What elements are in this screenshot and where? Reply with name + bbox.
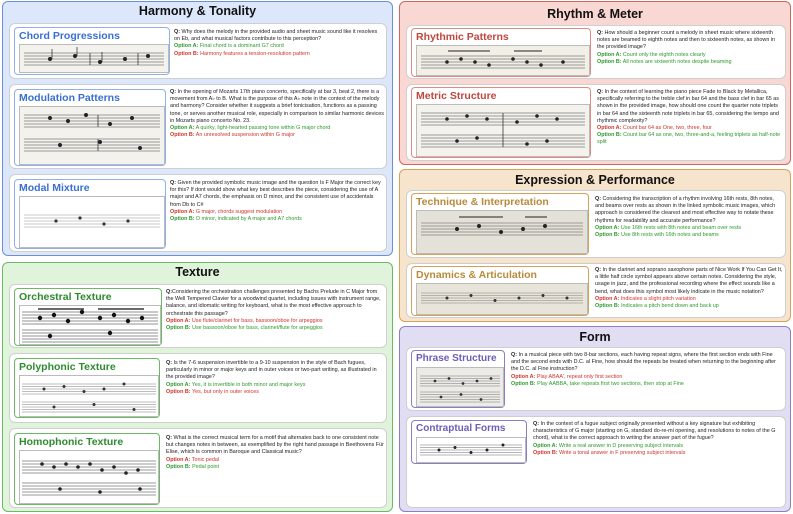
sheet-music-image: [416, 367, 504, 407]
qa-text: [166, 360, 384, 396]
option-a: Play ABAA', repeat only first section: [536, 373, 623, 380]
option-b: Indicates a pitch bend down and back up: [621, 303, 719, 310]
card-metric-structure: [406, 84, 786, 161]
option-b-label: Option B:: [166, 325, 191, 332]
sheet-music-image: [416, 45, 590, 76]
question: Is the 7-6 suspension invertible to a 9-10 suspension in the style of Bach fugues, particularly in minor or major keys and in outer voices or two-part writing, as illustrated in the provided image?: [166, 360, 377, 381]
sheet-music-image: [19, 106, 165, 165]
sheet-music-image: [19, 196, 165, 248]
option-b-label: Option B:: [511, 380, 536, 387]
qa-text: [170, 180, 384, 223]
subtitle: Orchestral Texture: [19, 291, 112, 303]
subtitle: Polyphonic Texture: [19, 361, 116, 373]
option-b-label: Option B:: [533, 449, 558, 456]
subtitle: Chord Progressions: [19, 30, 120, 42]
subtitle: Technique & Interpretation: [416, 196, 549, 208]
option-a: Yes, it is invertible in both minor and major keys: [191, 381, 306, 388]
q-label: Q:: [170, 89, 176, 95]
subcard: [411, 28, 591, 77]
question: In the context of a fugue subject originally presented without a key signature but exhibiting characteristics of G major (starting on G, standard do-re-mi opening, and resolutions to notes of the G chord), what is the correct approach to writing the answer part of the fugue?: [533, 421, 776, 442]
sheet-music-image: [19, 44, 169, 73]
subcard: [14, 179, 166, 249]
qa-text: [533, 421, 783, 457]
option-b-label: Option B:: [595, 232, 620, 239]
card-chord-progressions: [9, 23, 387, 79]
option-b: Use bassoon/oboe for bass, clarinet/flute for arpeggios: [192, 325, 323, 332]
option-b: D minor, indicated by A major and A7 chords: [196, 216, 302, 223]
q-label: Q:: [597, 30, 603, 36]
option-a-label: Option A:: [533, 442, 558, 449]
option-b: Count bar 64 as one, two, three-and-a, feeling triplets as half-note split: [597, 132, 781, 146]
option-b: All notes are sixteenth notes despite beaming: [622, 58, 732, 65]
panel-rhythm: [399, 1, 791, 165]
card-modal-mixture: [9, 174, 387, 252]
subtitle: Modulation Patterns: [19, 92, 120, 104]
option-a-label: Option A:: [597, 51, 622, 58]
option-a-label: Option A:: [166, 381, 191, 388]
q-label: Q:: [166, 360, 172, 366]
subtitle: Metric Structure: [416, 90, 497, 102]
question: Given the provided symbolic music image and the question Is F Major the correct key for this? If dont would show what key best describes the piece, considering the use of A major and A7 chords, the emphasis on D minor, and the consistent use of accidentals from Db to C#: [170, 180, 381, 208]
option-b-label: Option B:: [174, 50, 199, 57]
qa-text: [597, 30, 783, 66]
card-contraptual-forms: [406, 416, 786, 508]
option-a-label: Option A:: [511, 373, 536, 380]
subcard: [14, 433, 160, 505]
q-label: Q:: [511, 352, 517, 358]
option-a: Count only the eighth notes clearly: [622, 51, 706, 58]
card-phrase-structure: [406, 347, 786, 411]
subcard: [14, 288, 162, 346]
option-b-label: Option B:: [166, 388, 191, 395]
option-a-label: Option A:: [166, 456, 191, 463]
card-polyphonic-texture: [9, 353, 387, 423]
card-technique-interpretation: [406, 190, 786, 258]
question: Why does the melody in the provided audio and sheet music sound like it resolves on Eb, and what musical factors contribute to this perception?: [174, 29, 378, 43]
option-a: Indicates a slight pitch variation: [620, 295, 696, 302]
panel-title: Expression & Performance: [515, 173, 675, 187]
subcard: [14, 89, 166, 166]
question: In the clarinet and soprano saxophone parts of Nice Work If You Can Get It, a little half circle symbol appears above certain notes. Considering the style, usage in jazz, and the professional recording where the effect sounds like a bend, what does this symbol most likely indicate in the music notation?: [595, 267, 783, 295]
option-b-label: Option B:: [597, 132, 622, 139]
option-a-label: Option A:: [174, 43, 199, 50]
panel-form: [399, 326, 791, 512]
question: What is the correct musical term for a motif that alternates back to one consistent note but changes notes in between, as exemplified by the right hand passage in Beethovens Für Elise, which is common in Baroque and Classical music?: [166, 435, 384, 456]
sheet-music-image: [19, 450, 159, 504]
sheet-music-image: [416, 104, 590, 157]
sheet-music-image: [19, 305, 161, 345]
qa-text: [597, 89, 783, 147]
panel-title: Harmony & Tonality: [138, 4, 257, 18]
option-b: Harmony features a tension-resolution pattern: [200, 50, 310, 57]
option-b: Yes, but only in outer voices: [191, 388, 259, 395]
option-b-label: Option B:: [170, 132, 195, 139]
question: Considering the orchestration challenges presented by Bachs Prelude in C Major from the Well Tempered Clavier for a woodwind quartet, including issues with instrument range, balance, and idiomatic writing for keyboard, what is the most effective approach to orchestrate this passage?: [166, 289, 381, 317]
panel-harmony: [2, 1, 393, 256]
subcard: [411, 350, 505, 408]
subcard: [411, 87, 591, 158]
subcard: [411, 266, 589, 316]
q-label: Q:: [595, 267, 601, 273]
q-label: Q:: [597, 89, 603, 95]
qa-text: [511, 352, 783, 388]
qa-text: [166, 435, 384, 471]
option-a: Use flute/clarinet for bass, bassoon/oboe for arpeggios: [191, 317, 323, 324]
qa-text: [595, 267, 783, 310]
option-a: Count bar 64 as One, two, three, four: [622, 125, 712, 132]
subcard: [411, 420, 527, 464]
qa-text: [595, 196, 783, 239]
qa-text: [170, 89, 384, 139]
panel-expression: [399, 169, 791, 322]
card-modulation-patterns: [9, 84, 387, 169]
question: In the opening of Mozarts 17th piano concerto, specifically at bar 3, beat 2, there is a movement from A♭ to B. What is the purpose of this A♭ note in the context of the melody and harmony? Consider whether it suggests a brief tonicisation, functions as a passing tone, or serves another musical role, especially in comparison to similar harmonic devices in Mozarts piano concerto No. 23.: [170, 89, 384, 124]
qa-text: [174, 29, 384, 58]
card-orchestral-texture: [9, 284, 387, 348]
question: In a musical piece with two 8-bar sections, each having repeat signs, where the first section ends with Fine and the second ends with D.C. al Fine, how should the repeats be treated when returning to the beginning after the D.C. al Fine instruction?: [511, 352, 776, 373]
option-a: G major, chords suggest modulation: [195, 208, 283, 215]
panel-texture: [2, 262, 393, 512]
option-a: Write a real answer in D preserving subject intervals: [558, 442, 684, 449]
subtitle: Modal Mixture: [19, 182, 90, 194]
q-label: Q:: [174, 29, 180, 35]
option-b: Use 8th rests with 16th notes and beams: [621, 232, 719, 239]
panel-title: Rhythm & Meter: [547, 7, 643, 21]
subcard: [14, 27, 170, 75]
panel-title: Form: [579, 330, 611, 344]
option-b-label: Option B:: [597, 58, 622, 65]
subtitle: Dynamics & Articulation: [416, 269, 537, 281]
option-a-label: Option A:: [170, 125, 195, 132]
subtitle: Homophonic Texture: [19, 436, 124, 448]
sheet-music-image: [416, 437, 526, 463]
option-b: An unresolved suspension within G major: [195, 132, 295, 139]
subtitle: Phrase Structure: [416, 353, 497, 364]
q-label: Q:: [533, 421, 539, 427]
question: How should a beginner count a melody in sheet music where sixteenth notes are beamed to eighth notes and then to sixteenth notes, as shown in the provided image?: [597, 30, 776, 51]
option-a-label: Option A:: [166, 317, 191, 324]
card-dynamics-articulation: [406, 263, 786, 318]
q-label: Q:: [170, 180, 176, 186]
option-b: Pedal point: [192, 463, 220, 470]
subtitle: Contraptual Forms: [416, 423, 506, 434]
option-a-label: Option A:: [595, 224, 620, 231]
option-a: Tonic pedal: [191, 456, 220, 463]
subcard: [14, 358, 160, 418]
option-b: Write a tonal answer in F preserving subject intervals: [559, 449, 686, 456]
q-label: Q:: [595, 196, 601, 202]
sheet-music-image: [416, 283, 588, 315]
option-a: Use 16th rests with 8th notes and beam over rests: [620, 224, 742, 231]
qa-text: [166, 289, 384, 332]
q-label: Q:: [166, 289, 172, 295]
option-a: Final chord is a dominant G7 chord: [199, 43, 284, 50]
question: Considering the transcription of a rhythm involving 16th rests, 8th notes, and beams over rests as shown in the linked symbolic music images, which approach is considered the clearest and most effective way to notate these rhythms for readability and accurate performance?: [595, 196, 776, 224]
subcard: [411, 193, 589, 255]
option-a-label: Option A:: [597, 125, 622, 132]
option-b-label: Option B:: [170, 216, 195, 223]
option-b-label: Option B:: [166, 463, 191, 470]
subtitle: Rhythmic Patterns: [416, 31, 509, 43]
sheet-music-image: [416, 210, 588, 254]
question: In the context of learning the piano piece Fade to Black by Metallica, specifically referring to the treble clef in bar 64 and the bass clef in bar 65 as shown in the provided image, how should one count the quarter note triplets in bar 64 and the sixteenth note triplets in bar 65, considering the tempo and rhythmic complexity?: [597, 89, 779, 124]
q-label: Q:: [166, 435, 172, 441]
option-a-label: Option A:: [595, 295, 620, 302]
option-b-label: Option B:: [595, 303, 620, 310]
card-rhythmic-patterns: [406, 25, 786, 79]
option-a-label: Option A:: [170, 208, 195, 215]
sheet-music-image: [19, 375, 159, 417]
option-a: A quirky, light-hearted passing tone within G major chord: [195, 125, 331, 132]
option-b: Play AABBA, take repeats first two sections, then stop at Fine: [537, 380, 684, 387]
card-homophonic-texture: [9, 428, 387, 508]
panel-title: Texture: [175, 265, 220, 279]
